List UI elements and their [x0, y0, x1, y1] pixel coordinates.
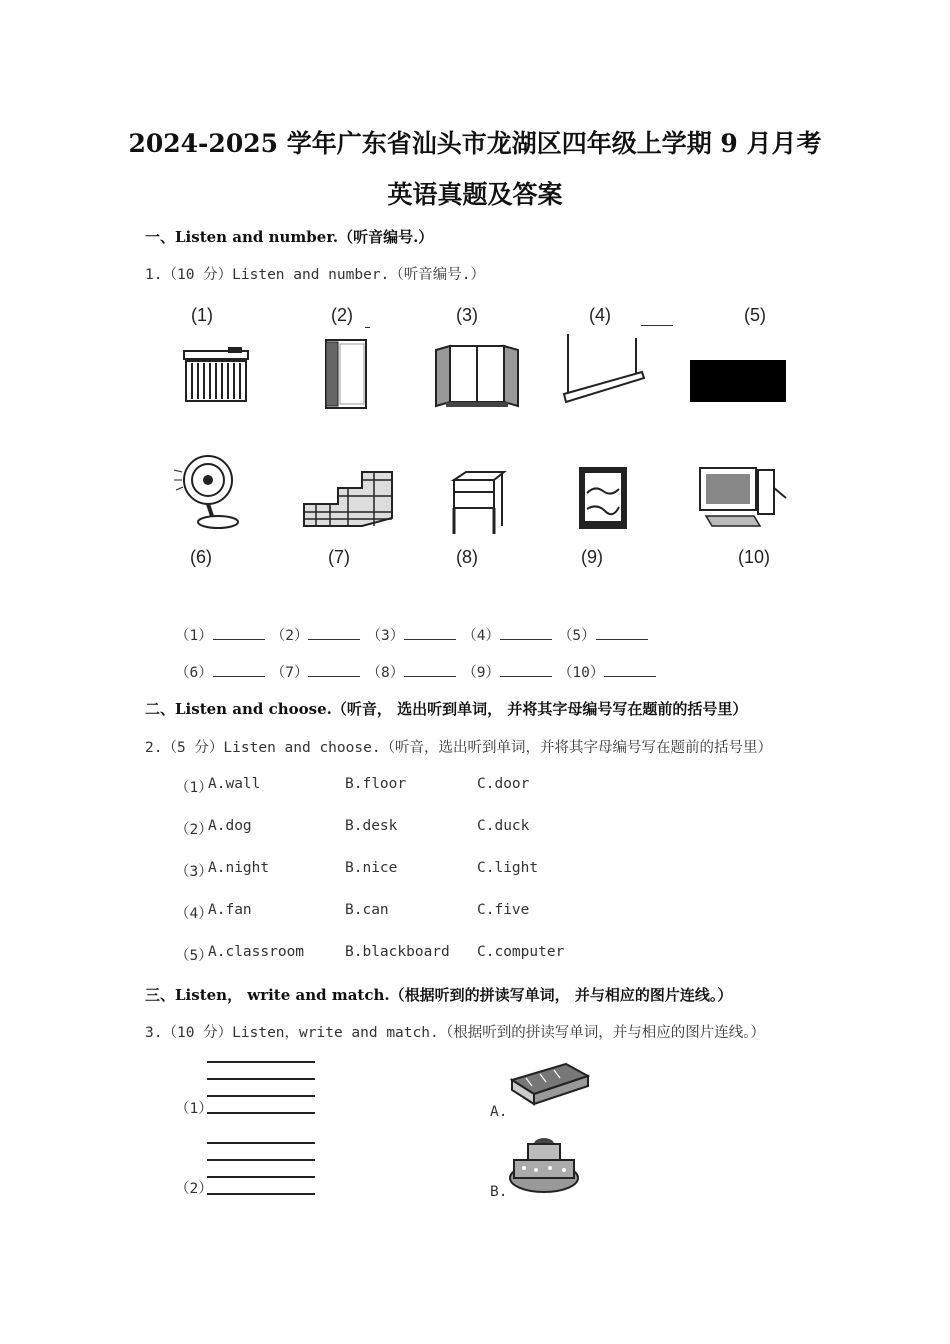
option-c: C.computer — [477, 944, 565, 960]
answer-blank[interactable] — [404, 662, 456, 677]
option-a: A.dog — [208, 818, 252, 834]
option-a: A.wall — [208, 776, 261, 792]
blank-label: （10） — [557, 665, 605, 681]
box-picture — [508, 1058, 590, 1108]
writing-lines-1[interactable] — [207, 1046, 315, 1114]
answer-blank[interactable] — [500, 662, 552, 677]
picture-frame — [575, 465, 631, 531]
page-title-line1: 2024-2025 学年广东省汕头市龙湖区四年级上学期 9 月月考 — [128, 129, 822, 158]
question2-text: 2.（5 分）Listen and choose.（听音，选出听到单词，并将其字母编号写在题前的括号里） — [145, 740, 773, 756]
cake-picture — [506, 1134, 582, 1196]
blank-label: （9） — [462, 665, 500, 681]
pic-label-7: (7) — [328, 547, 350, 567]
blank-label: （5） — [557, 628, 596, 644]
answer-blank[interactable] — [596, 625, 648, 640]
decor-line — [641, 325, 673, 326]
page-title-line2: 英语真题及答案 — [387, 180, 563, 209]
blank-label: （4） — [462, 628, 500, 644]
answer-blank[interactable] — [308, 625, 360, 640]
option-a: A.classroom — [208, 944, 305, 960]
option-b: B.desk — [345, 818, 398, 834]
item-number: （5） — [175, 948, 213, 964]
option-c: C.door — [477, 776, 530, 792]
blank-label: （2） — [270, 628, 309, 644]
item-number: （1） — [175, 1101, 213, 1117]
pic-label-1: (1) — [191, 305, 213, 325]
option-b: B.floor — [345, 776, 407, 792]
pic-label-6: (6) — [190, 547, 212, 567]
question3-text: 3.（10 分）Listen，write and match.（根据听到的拼读写单词，并与相应的图片连线。） — [145, 1025, 765, 1041]
answer-blank[interactable] — [604, 662, 656, 677]
pic-label-10: (10) — [738, 547, 771, 567]
answer-blank[interactable] — [500, 625, 552, 640]
option-b: B.nice — [345, 860, 398, 876]
answer-blank[interactable] — [213, 662, 265, 677]
option-a: A.fan — [208, 902, 252, 918]
table-picture — [448, 470, 508, 538]
blackboard-picture — [690, 360, 786, 402]
blank-label: （8） — [366, 665, 405, 681]
pic-label-2: (2) — [331, 305, 353, 325]
pic-label-4: (4) — [589, 305, 611, 325]
blank-label: （3） — [366, 628, 405, 644]
light-picture — [560, 330, 650, 408]
decor-mark — [365, 327, 370, 328]
question1-text: 1.（10 分）Listen and number.（听音编号.） — [145, 267, 486, 283]
pic-label-8: (8) — [456, 547, 478, 567]
option-b: B.blackboard — [345, 944, 450, 960]
section3-heading: 三、Listen， write and match.（根据听到的拼读写单词， 并与相应的图片连线。） — [145, 986, 733, 1004]
option-b-label: B. — [490, 1184, 508, 1200]
option-a-label: A. — [490, 1104, 508, 1120]
blank-label: （7） — [270, 665, 309, 681]
answer-row-2 — [175, 661, 662, 682]
fan-picture — [172, 450, 244, 532]
writing-lines-2[interactable] — [207, 1127, 315, 1195]
blank-label: （6） — [175, 665, 213, 681]
wall-picture — [302, 468, 394, 530]
answer-blank[interactable] — [404, 625, 456, 640]
option-b: B.can — [345, 902, 389, 918]
section1-heading: 一、Listen and number.（听音编号.） — [145, 228, 434, 246]
pic-label-5: (5) — [744, 305, 766, 325]
item-number: （4） — [175, 906, 213, 922]
heater-picture — [180, 345, 252, 407]
computer-picture — [698, 464, 788, 532]
item-number: （3） — [175, 864, 213, 880]
window-picture — [432, 340, 522, 410]
answer-blank[interactable] — [308, 662, 360, 677]
option-c: C.five — [477, 902, 530, 918]
answer-row-1 — [175, 624, 654, 645]
item-number: （2） — [175, 822, 213, 838]
item-number: （1） — [175, 780, 213, 796]
section2-heading: 二、Listen and choose.（听音， 选出听到单词， 并将其字母编号写在题前的括号里） — [145, 700, 748, 718]
pic-label-3: (3) — [456, 305, 478, 325]
blank-label: （1） — [175, 628, 213, 644]
pic-label-9: (9) — [581, 547, 603, 567]
option-a: A.night — [208, 860, 270, 876]
option-c: C.duck — [477, 818, 530, 834]
item-number: （2） — [175, 1181, 213, 1197]
option-c: C.light — [477, 860, 539, 876]
door-picture — [322, 338, 370, 410]
answer-blank[interactable] — [213, 625, 265, 640]
